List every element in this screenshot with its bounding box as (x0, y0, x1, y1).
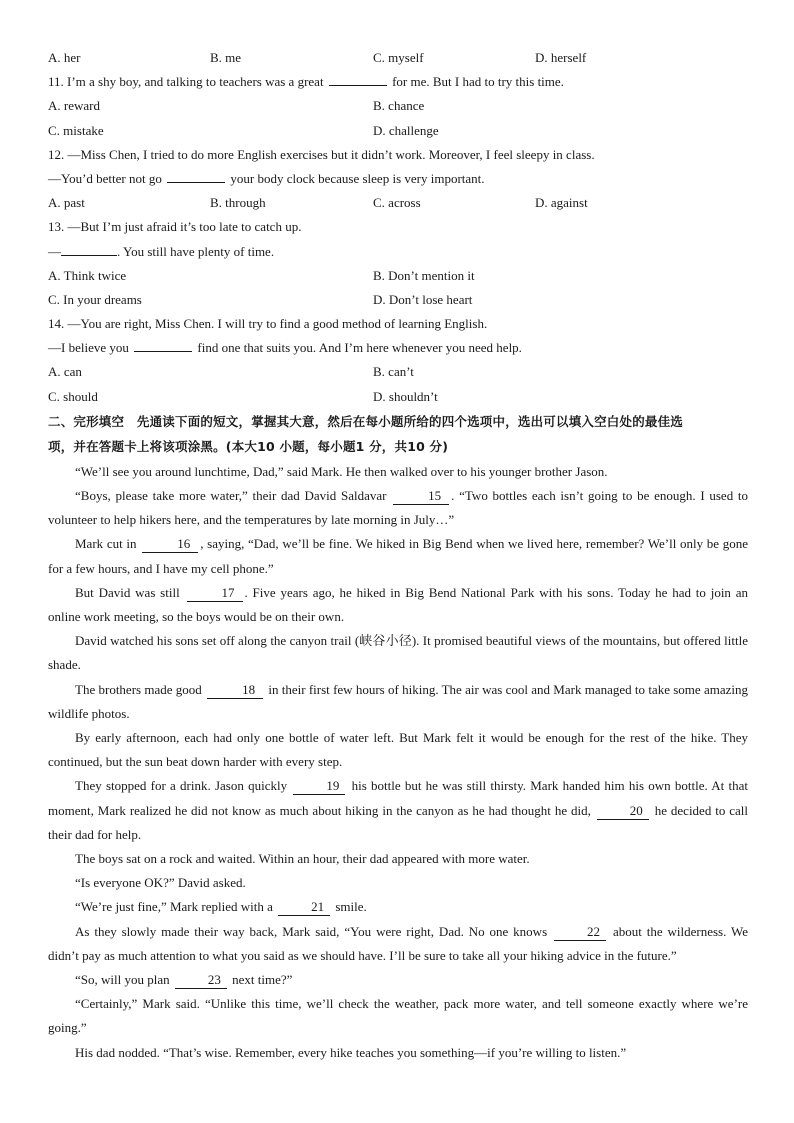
passage-text: in their first few hours of hiking. The air was cool and Mark managed to take some amazing wildlife photos. (48, 681, 748, 721)
passage-paragraph (48, 581, 748, 629)
q13-blank (61, 241, 117, 256)
q13-option-c: C. In your dreams (48, 291, 142, 307)
q14-stem-pre: —I believe you (48, 340, 129, 356)
cloze-passage (48, 460, 748, 1065)
blank-23: 23 (175, 972, 227, 989)
q12-stem-line2 (48, 167, 748, 191)
passage-paragraph (48, 968, 748, 992)
q13-stem-line2 (48, 240, 748, 264)
q12-stem-post: your body clock because sleep is very important. (230, 170, 485, 186)
passage-text: about the wilderness. We didn’t pay as much attention to what you said as we should have. I’ll be sure to take all your hiking advice in the future.” (48, 923, 749, 963)
q12-stem-pre: —You’d better not go (48, 170, 162, 186)
q11-stem-pre: 11. I’m a shy boy, and talking to teachers was a great (48, 74, 324, 90)
q10-option-c: C. myself (373, 50, 424, 65)
q14-option-a: A. can (48, 364, 82, 380)
q12-blank (167, 168, 225, 183)
q14-stem-line1: 14. —You are right, Miss Chen. I will try to find a good method of learning English. (48, 316, 488, 332)
blank-21: 21 (278, 899, 330, 916)
q14-options-row2 (48, 385, 748, 409)
q14-options-row1 (48, 360, 748, 384)
passage-paragraph: The boys sat on a rock and waited. Within an hour, their dad appeared with more water. (75, 851, 530, 867)
passage-paragraph: “Is everyone OK?” David asked. (75, 875, 246, 891)
section2-heading-line1 (48, 409, 748, 434)
q12-options (48, 191, 748, 215)
q12-option-d: D. against (535, 195, 588, 211)
passage-text: The brothers made good (75, 681, 202, 697)
q11-option-b: B. chance (373, 98, 425, 114)
passage-text: They stopped for a drink. Jason quickly (75, 778, 288, 794)
q14-blank (134, 337, 192, 352)
passage-text: . Five years ago, he hiked in Big Bend National Park with his sons. Today he had to join an online work meeting, so the boys would be on their own. (48, 584, 748, 625)
q11-option-a: A. reward (48, 98, 100, 114)
passage-paragraph (48, 895, 748, 919)
q13-option-b: B. Don’t mention it (373, 267, 475, 283)
q14-stem-post: find one that suits you. And I’m here whenever you need help. (197, 340, 522, 356)
q14-option-c: C. should (48, 388, 98, 404)
q12-stem-line1: 12. —Miss Chen, I tried to do more English exercises but it didn’t work. Moreover, I feel sleepy in class. (48, 146, 595, 162)
passage-paragraph: “We’ll see you around lunchtime, Dad,” said Mark. He then walked over to his younger brother Jason. (75, 463, 608, 479)
q14-stem-line2 (48, 336, 748, 360)
q13-stem-pre: — (48, 243, 61, 259)
q11-stem-post: for me. But I had to try this time. (392, 74, 564, 90)
passage-text: next time?” (232, 972, 293, 988)
q14-option-d: D. shouldn’t (373, 388, 438, 404)
q13-stem-line1: 13. —But I’m just afraid it’s too late to catch up. (48, 219, 302, 235)
passage-text: “Boys, please take more water,” their dad David Saldavar (75, 488, 387, 504)
blank-20: 20 (597, 803, 649, 820)
q11-options-row2 (48, 119, 748, 143)
exam-page (48, 46, 748, 1065)
blank-19: 19 (293, 778, 345, 795)
passage-text: his bottle but he was still thirsty. Mark handed him his own bottle. At that moment, Mark realized he did not know as much about hiking in the canyon as he had thought he did, (48, 778, 749, 818)
passage-paragraph: By early afternoon, each had only one bottle of water left. But Mark felt it would be enough for the rest of the hike. They continued, but the sun beat down harder with every step. (48, 730, 748, 770)
blank-17: 17 (187, 585, 243, 602)
passage-paragraph (48, 920, 748, 968)
passage-paragraph (48, 774, 748, 847)
q10-option-b: B. me (210, 50, 242, 65)
q13-option-a: A. Think twice (48, 267, 127, 283)
blank-18: 18 (207, 682, 263, 699)
passage-text: As they slowly made their way back, Mark said, “You were right, Dad. No one knows (75, 923, 548, 939)
passage-text: he decided to call their dad for help. (48, 802, 749, 842)
passage-text: smile. (335, 899, 367, 915)
passage-paragraph: “Certainly,” Mark said. “Unlike this time, we’ll check the weather, pack more water, and tell someone exactly where we’re going.” (48, 996, 748, 1036)
passage-paragraph (48, 678, 748, 726)
section2-heading-text2: 项，并在答题卡上将该项涂黑。(本大10 小题，每小题1 分，共10 分) (48, 438, 449, 454)
q10-option-a: A. her (48, 50, 81, 65)
q12-option-c: C. across (373, 195, 421, 211)
q12-option-b: B. through (210, 195, 266, 211)
passage-paragraph (48, 484, 748, 532)
q11-option-d: D. challenge (373, 122, 439, 138)
passage-text: “We’re just fine,” Mark replied with a (75, 899, 273, 915)
q13-option-d: D. Don’t lose heart (373, 291, 473, 307)
blank-15: 15 (393, 488, 449, 505)
section2-heading-text1: 二、完形填空 先通读下面的短文，掌握其大意，然后在每小题所给的四个选项中，选出可以填入空白处的最佳选 (48, 413, 684, 429)
q11-blank (329, 71, 387, 86)
q11-stem (48, 70, 748, 94)
passage-paragraph: His dad nodded. “That’s wise. Remember, every hike teaches you something—if you’re willing to listen.” (75, 1044, 627, 1060)
q10-option-d: D. herself (535, 50, 587, 65)
passage-text: “So, will you plan (75, 972, 170, 988)
passage-text: , saying, “Dad, we’ll be fine. We hiked in Big Bend when we lived here, remember? We’ll only be gone for a few hours, and I have my cell phone.” (48, 536, 749, 576)
q11-options-row1 (48, 94, 748, 118)
q13-options-row2 (48, 288, 748, 312)
q11-option-c: C. mistake (48, 122, 104, 138)
q13-stem-post: . You still have plenty of time. (117, 243, 275, 259)
passage-paragraph (48, 532, 748, 580)
q13-options-row1 (48, 264, 748, 288)
q12-option-a: A. past (48, 195, 85, 211)
passage-text: . “Two bottles each isn’t going to be enough. I used to volunteer to help hikers here, and the temperatures by late morning in July…” (48, 488, 749, 528)
blank-16: 16 (142, 536, 198, 553)
passage-text: Mark cut in (75, 536, 137, 552)
blank-22: 22 (554, 924, 606, 941)
section2-heading-line2 (48, 434, 748, 459)
passage-paragraph: David watched his sons set off along the canyon trail (峡谷小径). It promised beautiful views of the mountains, but offered little shade. (48, 633, 748, 673)
passage-text: But David was still (75, 584, 180, 600)
q14-option-b: B. can’t (373, 364, 414, 380)
q10-options (48, 46, 748, 70)
